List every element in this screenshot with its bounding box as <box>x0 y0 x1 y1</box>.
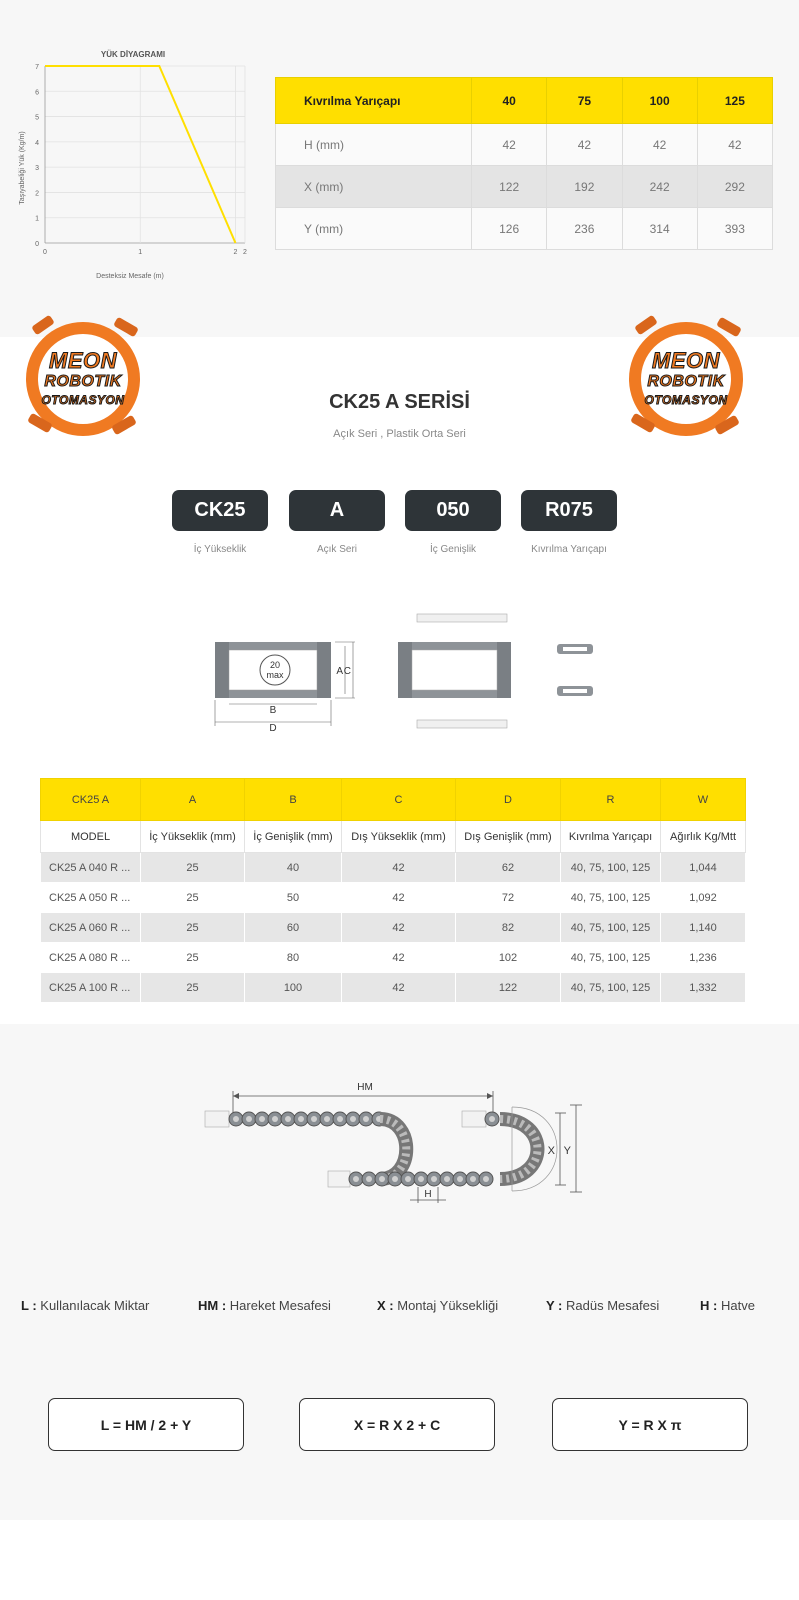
legend-key: HM : <box>198 1298 227 1313</box>
y-tick-label: 2 <box>35 190 39 198</box>
meon-logo-right <box>621 314 751 444</box>
x-tick-label: 1 <box>138 249 143 256</box>
table-cell: 40, 75, 100, 125 <box>561 973 661 1003</box>
table-cell: 72 <box>456 883 561 913</box>
table-cell: 42 <box>342 943 456 973</box>
chain-link-pin <box>233 1116 239 1122</box>
table-cell: CK25 A 050 R ... <box>41 883 141 913</box>
legend-key: Y : <box>546 1298 563 1313</box>
table-cell: 242 <box>622 166 697 208</box>
table-cell: CK25 A 060 R ... <box>41 913 141 943</box>
header-cell: R <box>561 779 661 821</box>
table-cell: 40, 75, 100, 125 <box>561 913 661 943</box>
subheader-cell: İç Genişlik (mm) <box>245 821 342 853</box>
table-cell: 62 <box>456 853 561 883</box>
code-part-radius: R075 <box>521 490 617 531</box>
y-tick-label: 5 <box>35 114 39 122</box>
table-cell: 42 <box>342 913 456 943</box>
bend-radius-table <box>275 77 773 250</box>
table-cell: 25 <box>141 913 245 943</box>
table-cell: 60 <box>245 913 342 943</box>
table-header-row <box>41 779 746 821</box>
table-cell: 1,332 <box>661 973 746 1003</box>
table-cell: 192 <box>547 166 622 208</box>
chain-layout-diagram <box>200 1075 600 1210</box>
code-part-series: A <box>289 490 385 531</box>
header-cell: 100 <box>622 78 697 124</box>
table-row <box>41 883 746 913</box>
subheader-cell: Kıvrılma Yarıçapı <box>561 821 661 853</box>
legend-text: Radüs Mesafesi <box>566 1298 660 1313</box>
table-row <box>276 208 773 250</box>
max-label: max <box>266 670 284 680</box>
chain-link-pin <box>259 1116 265 1122</box>
header-cell: 125 <box>697 78 772 124</box>
chart-ylabel: Taşıyabeliği Yük (Kg/m) <box>19 131 26 205</box>
table-cell: 126 <box>472 208 547 250</box>
formula-box-y: Y = R X π <box>552 1398 748 1451</box>
code-part-height: CK25 <box>172 490 268 531</box>
table-row <box>41 943 746 973</box>
table-cell: 42 <box>697 124 772 166</box>
legend-text: Hatve <box>720 1298 755 1313</box>
dimensions-table <box>40 778 746 1003</box>
y-tick-label: 3 <box>35 165 39 173</box>
logo-text: MEON <box>49 348 117 373</box>
legend-item <box>377 1298 498 1313</box>
chain-link-pin <box>272 1116 278 1122</box>
table-cell: CK25 A 100 R ... <box>41 973 141 1003</box>
chain-link-pin <box>366 1176 372 1182</box>
table-cell: 1,236 <box>661 943 746 973</box>
legend-item <box>546 1298 659 1313</box>
dim-label-b: B <box>269 705 277 716</box>
chain-cross-section-diagram <box>205 610 615 735</box>
table-cell: 393 <box>697 208 772 250</box>
series-subtitle: Açık Seri , Plastik Orta Seri <box>333 428 466 440</box>
dim-label-c: C <box>343 666 351 677</box>
x-tick-label: 0 <box>43 249 47 256</box>
legend-item <box>21 1298 149 1313</box>
chain-link-pin <box>363 1116 369 1122</box>
formula-box-l: L = HM / 2 + Y <box>48 1398 244 1451</box>
y-tick-label: 4 <box>35 139 39 147</box>
table-cell: 25 <box>141 973 245 1003</box>
chain-link-pin <box>298 1116 304 1122</box>
header-cell: C <box>342 779 456 821</box>
table-cell: 292 <box>697 166 772 208</box>
table-cell: 50 <box>245 883 342 913</box>
legend-text: Hareket Mesafesi <box>229 1298 331 1313</box>
meon-logo-left <box>18 314 148 444</box>
logo-text: ROBOTIK <box>44 373 122 390</box>
table-cell: 82 <box>456 913 561 943</box>
table-cell: Y (mm) <box>276 208 472 250</box>
code-part-label: Kıvrılma Yarıçapı <box>531 544 607 555</box>
x-tick-label: 2 <box>233 249 238 256</box>
table-row <box>276 124 773 166</box>
chart-xlabel: Desteksiz Mesafe (m) <box>96 273 164 280</box>
logo-text: OTOMASYON <box>41 393 125 407</box>
subheader-cell: Dış Yükseklik (mm) <box>342 821 456 853</box>
table-cell: 40 <box>245 853 342 883</box>
table-cell: 122 <box>456 973 561 1003</box>
chain-link-pin <box>489 1116 495 1122</box>
chain-link-pin <box>324 1116 330 1122</box>
code-part-label: İç Yükseklik <box>193 544 247 555</box>
table-row <box>41 973 746 1003</box>
chain-link-pin <box>392 1176 398 1182</box>
chain-link-pin <box>470 1176 476 1182</box>
chain-link-pin <box>418 1176 424 1182</box>
table-cell: 40, 75, 100, 125 <box>561 943 661 973</box>
chain-link-pin <box>246 1116 252 1122</box>
y-tick-label: 0 <box>35 241 39 248</box>
header-cell: Kıvrılma Yarıçapı <box>276 78 472 124</box>
header-cell: CK25 A <box>41 779 141 821</box>
legend-item <box>700 1298 755 1313</box>
table-cell: 1,092 <box>661 883 746 913</box>
subheader-cell: Dış Genişlik (mm) <box>456 821 561 853</box>
table-subheader-row <box>41 821 746 853</box>
logo-text: ROBOTIK <box>647 373 725 390</box>
table-cell: 40, 75, 100, 125 <box>561 883 661 913</box>
code-part-label: İç Genişlik <box>429 544 477 555</box>
table-cell: 42 <box>547 124 622 166</box>
header-cell: D <box>456 779 561 821</box>
h-label: H <box>424 1189 432 1200</box>
formula-box-x: X = R X 2 + C <box>299 1398 495 1451</box>
y-tick-label: 7 <box>35 64 39 71</box>
dim-label-a: A <box>336 666 343 677</box>
chart-title: YÜK DİYAGRAMI <box>100 50 166 59</box>
y-label: Y <box>563 1145 571 1157</box>
table-cell: CK25 A 080 R ... <box>41 943 141 973</box>
header-cell: W <box>661 779 746 821</box>
table-cell: 1,140 <box>661 913 746 943</box>
x-tick-label: 2 <box>243 249 247 256</box>
table-cell: 25 <box>141 883 245 913</box>
header-cell: 75 <box>547 78 622 124</box>
logo-text: MEON <box>652 348 720 373</box>
table-cell: 236 <box>547 208 622 250</box>
table-cell: X (mm) <box>276 166 472 208</box>
logo-text: OTOMASYON <box>644 393 728 407</box>
header-cell: A <box>141 779 245 821</box>
table-cell: 25 <box>141 853 245 883</box>
table-row <box>41 853 746 883</box>
legend-text: Kullanılacak Miktar <box>40 1298 150 1313</box>
table-header-row <box>276 78 773 124</box>
table-cell: 42 <box>472 124 547 166</box>
chain-link-pin <box>337 1116 343 1122</box>
load-chart-svg <box>10 40 255 290</box>
table-cell: 42 <box>342 853 456 883</box>
header-cell: 40 <box>472 78 547 124</box>
load-section <box>0 0 799 337</box>
table-cell: 40, 75, 100, 125 <box>561 853 661 883</box>
table-cell: CK25 A 040 R ... <box>41 853 141 883</box>
max-label: 20 <box>269 660 281 670</box>
legend-key: H : <box>700 1298 718 1313</box>
subheader-cell: İç Yükseklik (mm) <box>141 821 245 853</box>
table-row <box>41 913 746 943</box>
table-cell: 314 <box>622 208 697 250</box>
table-cell: 1,044 <box>661 853 746 883</box>
legend-item <box>198 1298 331 1313</box>
table-cell: 25 <box>141 943 245 973</box>
header-cell: B <box>245 779 342 821</box>
code-part-label: Açık Seri <box>316 544 357 555</box>
chain-link-pin <box>350 1116 356 1122</box>
x-label: X <box>547 1145 555 1157</box>
table-cell: 122 <box>472 166 547 208</box>
hm-label: HM <box>357 1082 373 1093</box>
y-tick-label: 6 <box>35 89 39 97</box>
load-diagram <box>10 40 255 290</box>
table-cell: H (mm) <box>276 124 472 166</box>
legend-key: X : <box>377 1298 394 1313</box>
series-title: CK25 A SERİSİ <box>329 391 470 413</box>
chain-link-pin <box>353 1176 359 1182</box>
dim-label-d: D <box>269 723 277 734</box>
table-cell: 102 <box>456 943 561 973</box>
table-cell: 80 <box>245 943 342 973</box>
legend-key: L : <box>21 1298 37 1313</box>
chain-link-pin <box>379 1176 385 1182</box>
chain-link-pin <box>405 1176 411 1182</box>
table-cell: 100 <box>245 973 342 1003</box>
chain-link-pin <box>457 1176 463 1182</box>
chain-link-pin <box>431 1176 437 1182</box>
subheader-cell: Ağırlık Kg/Mtt <box>661 821 746 853</box>
subheader-cell: MODEL <box>41 821 141 853</box>
legend-text: Montaj Yüksekliği <box>397 1298 499 1313</box>
chain-link-pin <box>311 1116 317 1122</box>
table-cell: 42 <box>342 973 456 1003</box>
chain-link-pin <box>444 1176 450 1182</box>
table-cell: 42 <box>622 124 697 166</box>
code-part-width: 050 <box>405 490 501 531</box>
chain-link-pin <box>285 1116 291 1122</box>
y-tick-label: 1 <box>35 215 39 223</box>
chain-link-pin <box>483 1176 489 1182</box>
table-cell: 42 <box>342 883 456 913</box>
table-row <box>276 166 773 208</box>
